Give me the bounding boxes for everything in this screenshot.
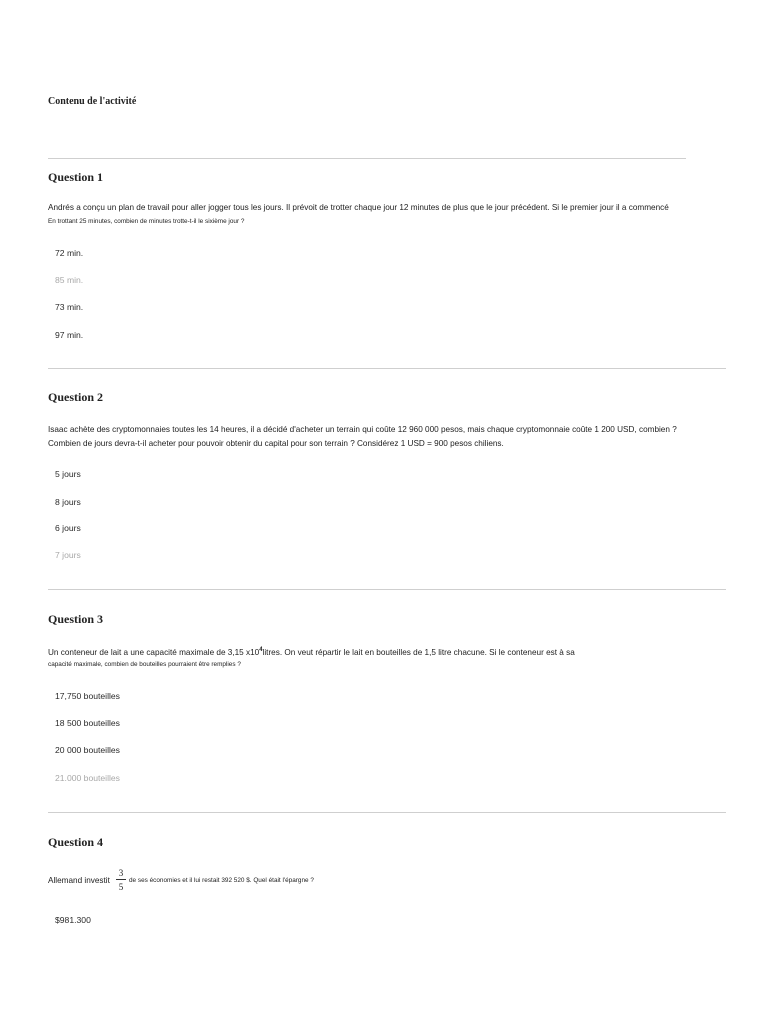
question-3-option-4[interactable]: 21.000 bouteilles [55, 773, 120, 783]
question-3-text-line-2: capacité maximale, combien de bouteilles pourraient être remplies ? [48, 661, 241, 668]
question-1-option-4[interactable]: 97 min. [55, 330, 84, 340]
question-2-option-1[interactable]: 5 jours [55, 469, 81, 479]
divider [48, 589, 726, 590]
fraction-denominator: 5 [118, 882, 124, 892]
question-1-text-line-1: Andrés a conçu un plan de travail pour aller jogger tous les jours. Il prévoit de trotter chaque jour 12 minutes de plus que le jour précédent. Si le premier jour il a commencé [48, 203, 669, 212]
question-1-text-line-2: En trottant 25 minutes, combien de minutes trotte-t-il le sixième jour ? [48, 218, 245, 225]
question-3-text-line-1-start: Un conteneur de lait a une capacité maximale de 3,15 x10 [48, 648, 260, 657]
question-1-title: Question 1 [48, 170, 104, 184]
question-4-text-end: de ses économies et il lui restait 392 520 $. Quel était l'épargne ? [129, 877, 314, 884]
question-2-option-2[interactable]: 8 jours [55, 497, 81, 507]
page-title: Contenu de l'activité [48, 96, 137, 107]
question-2-option-4[interactable]: 7 jours [55, 550, 81, 560]
divider [48, 368, 726, 369]
fraction-bar [116, 879, 126, 880]
question-2-text-line-1: Isaac achète des cryptomonnaies toutes les 14 heures, il a décidé d'acheter un terrain qui coûte 12 960 000 pesos, mais chaque cryptomonnaie coûte 1 200 USD, combien ? [48, 425, 677, 434]
divider [48, 158, 686, 159]
question-1-option-1[interactable]: 72 min. [55, 248, 84, 258]
fraction-numerator: 3 [118, 868, 124, 878]
question-1-option-3[interactable]: 73 min. [55, 302, 84, 312]
question-4-option-1[interactable]: $981.300 [55, 915, 91, 925]
question-2-option-3[interactable]: 6 jours [55, 523, 81, 533]
question-1-option-2[interactable]: 85 min. [55, 275, 84, 285]
question-3-text-line-1-end: litres. On veut répartir le lait en bouteilles de 1,5 litre chacune. Si le conteneur est à sa [262, 648, 575, 657]
question-4-title: Question 4 [48, 835, 104, 849]
question-3-option-2[interactable]: 18 500 bouteilles [55, 718, 120, 728]
question-2-text-line-2: Combien de jours devra-t-il acheter pour pouvoir obtenir du capital pour son terrain ? Considérez 1 USD = 900 pesos chiliens. [48, 439, 504, 448]
divider [48, 812, 726, 813]
exponent: 4 [259, 647, 263, 653]
fraction [116, 868, 126, 892]
question-4-text-start: Allemand investit [48, 876, 110, 885]
question-3-option-3[interactable]: 20 000 bouteilles [55, 745, 120, 755]
question-3-option-1[interactable]: 17,750 bouteilles [55, 691, 120, 701]
question-3-title: Question 3 [48, 612, 104, 626]
question-3-text-line-1 [48, 647, 575, 657]
question-2-title: Question 2 [48, 390, 104, 404]
